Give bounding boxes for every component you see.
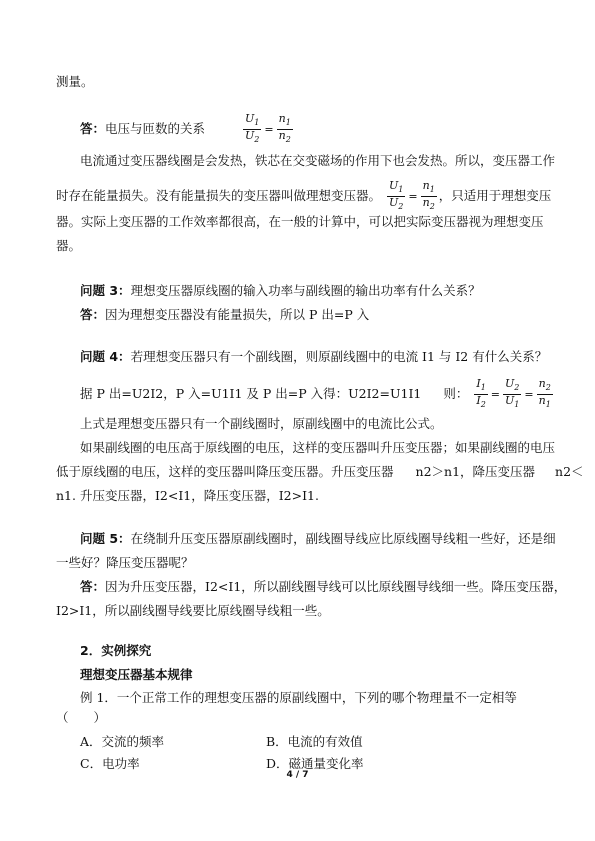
text-segment: 低于原线圈的电压，这样的变压器叫降压变压器。升压变压器 [56, 464, 394, 479]
answer-paren: （ ） [56, 710, 107, 725]
text-line: 一些好？降压变压器呢？ [56, 555, 194, 570]
text-line: 器。 [56, 238, 82, 253]
text-line: 如果副线圈的电压高于原线圈的电压，这样的变压器叫升压变压器；如果副线圈的电压 [80, 440, 556, 455]
formula-i1-i2: $\frac{I_1}{I_2}$ [476, 377, 486, 410]
text-line: 上式是理想变压器只有一个副线圈时，原副线圈中的电流比公式。 [80, 416, 443, 431]
formula-n1-n2: $\frac{n_1}{n_2}$ [278, 112, 291, 145]
question-label: 问题 3： [80, 283, 131, 298]
example-1: 例 1．一个正常工作的理想变压器的原副线圈中，下列的哪个物理量不一定相等 [80, 690, 517, 705]
answer-3 [80, 307, 369, 323]
answer-text: 因为升压变压器，I2<I1，所以副线圈导线可以比原线圈导线细一些。降压变压器， [105, 579, 567, 594]
text-segment: ，只适用于理想变压 [438, 188, 552, 204]
formula-u1-u2: $\frac{U_1}{U_2}$ [245, 112, 260, 145]
answer-label: 答： [80, 579, 106, 594]
option-b: B．电流的有效值 [266, 734, 363, 749]
formula-line: 据 P 出=U2I2，P 入=U1I1 及 P 出=P 入得：U2I2=U1I1 则： $\frac{I_1}{I_2}$ = $\frac{U_2}{U_1}$ = $\frac{n_2}{n_1}$ [80, 377, 551, 410]
option-a: A．交流的频率 [80, 734, 165, 749]
text-segment: n2＜ [555, 464, 584, 479]
answer-text: 电压与匝数的关系 [105, 121, 206, 137]
question-text: 在绕制升压变压器原副线圈时，副线圈导线应比原线圈导线粗一些好，还是细 [130, 531, 556, 546]
question-text: 理想变压器原线圈的输入功率与副线圈的输出功率有什么关系？ [130, 283, 481, 298]
page-number: 4 / 7 [286, 770, 309, 780]
text-line: 时存在能量损失。没有能量损失的变压器叫做理想变压器。 $\frac{U_1}{U_2}$ = $\frac{n_1}{n_2}$ ，只适用于理想变压 [56, 179, 552, 212]
question-label: 问题 5： [80, 531, 131, 546]
question-3 [80, 283, 481, 299]
question-label: 问题 4： [80, 349, 131, 364]
section-heading: 2．实例探究 [80, 643, 152, 658]
text-line: I2>I1，所以副线圈导线要比原线圈导线粗一些。 [56, 603, 330, 618]
text-segment: 则： [443, 386, 469, 402]
text-line: n1. 升压变压器，I2<I1，降压变压器，I2>I1. [56, 488, 319, 503]
answer-label: 答： [80, 121, 106, 137]
text-segment: n2＞n1，降压变压器 [415, 464, 536, 479]
question-4 [80, 349, 547, 365]
text-segment: 据 P 出=U2I2，P 入=U1I1 及 P 出=P 入得：U2I2=U1I1 [80, 386, 422, 402]
text-line: 测量。 [56, 74, 94, 89]
formula-u1-u2: $\frac{U_1}{U_2}$ [389, 179, 404, 212]
option-c: C．电功率 [80, 756, 140, 771]
answer-line: 答：电压与匝数的关系 $\frac{U_1}{U_2}$ = $\frac{n_1}{n_2}$ [80, 112, 291, 145]
formula-n1-n2: $\frac{n_1}{n_2}$ [422, 179, 435, 212]
answer-text: 因为理想变压器没有能量损失，所以 P 出=P 入 [105, 307, 370, 322]
formula-n2-n1: $\frac{n_2}{n_1}$ [538, 377, 551, 410]
option-d: D．磁通量变化率 [266, 756, 364, 771]
text-line [56, 464, 584, 480]
question-text: 若理想变压器只有一个副线圈，则原副线圈中的电流 I1 与 I2 有什么关系？ [130, 349, 548, 364]
section-subheading: 理想变压器基本规律 [80, 667, 193, 682]
answer-5 [80, 579, 566, 595]
text-line: 器。实际上变压器的工作效率都很高，在一般的计算中，可以把实际变压器视为理想变压 [56, 214, 544, 229]
text-segment: 时存在能量损失。没有能量损失的变压器叫做理想变压器。 [56, 188, 382, 204]
formula-u2-u1: $\frac{U_2}{U_1}$ [505, 377, 520, 410]
question-5 [80, 531, 556, 547]
answer-label: 答： [80, 307, 106, 322]
text-line: 电流通过变压器线圈是会发热，铁芯在交变磁场的作用下也会发热。所以，变压器工作 [80, 153, 556, 168]
